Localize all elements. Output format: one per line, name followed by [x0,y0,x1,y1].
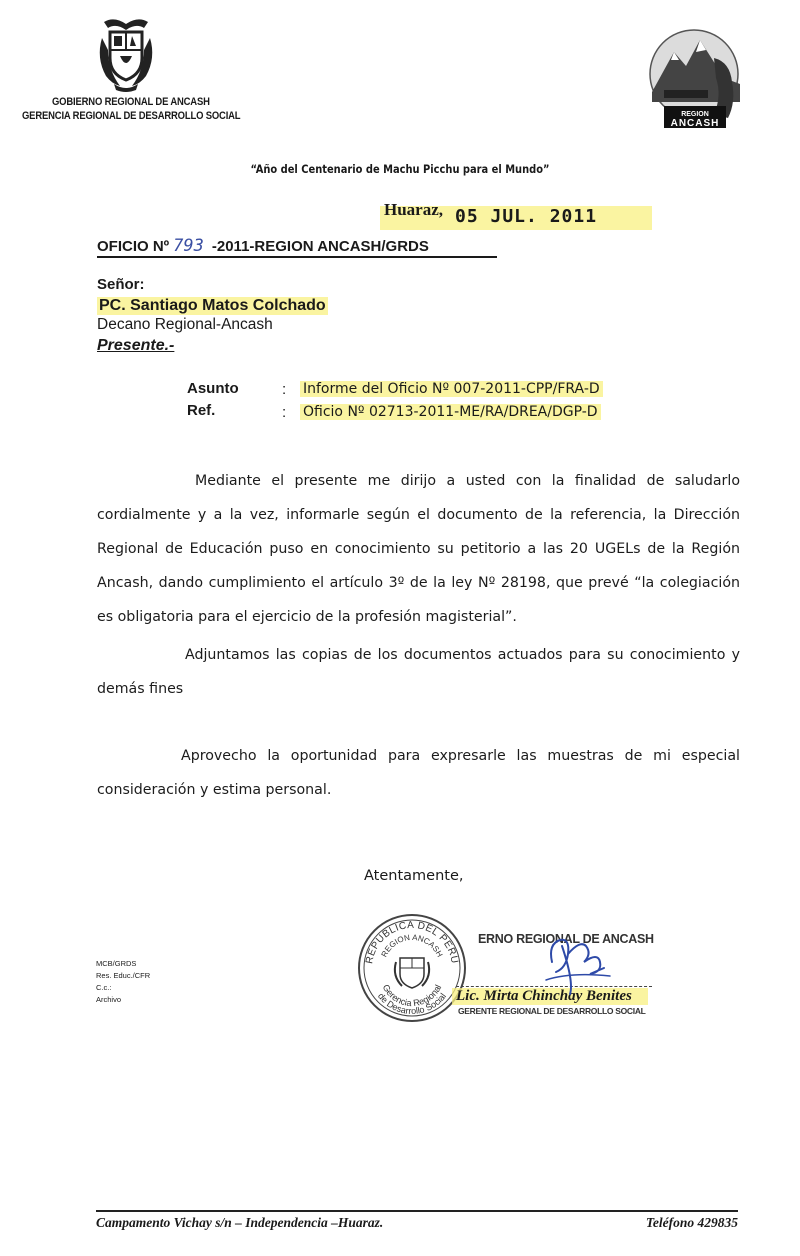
salutation: Señor: [97,276,145,293]
peru-coat-of-arms-icon [96,14,156,94]
reference-item: Archivo [96,995,122,1004]
body-paragraph-2-text: Adjuntamos las copias de los documentos actuados para su conocimiento y demás fines [97,647,740,697]
date-city: Huaraz, [384,200,444,219]
body-paragraph-1 [97,464,740,634]
closing: Atentamente, [364,868,464,884]
seal-ring-region: REGION ANCASH [379,932,445,959]
recipient-name: PC. Santiago Matos Colchado [99,297,326,314]
ref-colon: : [282,404,287,421]
ref-label: Ref. [187,402,216,419]
asunto-colon: : [282,381,287,398]
signer-name: Lic. Mirta Chinchay Benites [452,988,648,1005]
asunto-label: Asunto [187,380,239,397]
body-paragraph-3-text: Aprovecho la oportunidad para expresarle las muestras de mi especial consideración y estima personal. [97,748,740,798]
footer-phone: Teléfono 429835 [645,1215,738,1230]
region-logo-text-2: ANCASH [670,118,720,129]
body-paragraph-2 [97,638,740,706]
body-paragraph-1-text: Mediante el presente me dirijo a usted con la finalidad de saludarlo cordialmente y a la vez, informarle según el documento de la referencia, la Dirección Regional de Educación puso en conocimiento su petitorio a las 20 UGELs de la Región Ancash, dando cumplimiento el artículo 3º de la ley Nº 28198, que prevé “la colegiación es obligatoria para el ejercicio de la profesión magisterial”. [97,473,740,625]
region-logo-text-1: REGION [681,111,709,118]
stamp-heading: ERNO REGIONAL DE ANCASH [478,932,654,946]
region-ancash-logo-icon [644,22,748,134]
reference-item: Res. Educ./CFR [96,971,151,980]
signer-title: GERENTE REGIONAL DE DESARROLLO SOCIAL [458,1006,646,1016]
seal-inner-line-2: de Desarrollo Social [375,991,449,1017]
motto: “Año del Centenario de Machu Picchu para el Mundo” [250,162,550,176]
date-stamp: 05 JUL. 2011 [455,206,598,227]
footer-address: Campamento Vichay s/n – Independencia –Huaraz. [96,1215,384,1230]
seal-inner-line-1: Gerencia Regional [380,982,444,1009]
seal-ring-top: REPUBLICA DEL PERU [364,919,460,965]
handwritten-signature-icon [540,932,616,1002]
oficio-prefix: OFICIO Nº [97,238,170,255]
oficio-suffix: -2011-REGION ANCASH/GRDS [211,238,429,255]
recipient-title: Decano Regional-Ancash [97,316,273,333]
official-round-seal-icon [356,912,468,1024]
reference-item: MCB/GRDS [96,959,137,968]
org-line-2: GERENCIA REGIONAL DE DESARROLLO SOCIAL [22,110,241,122]
reference-list [96,958,150,1006]
oficio-line [97,236,429,256]
body-paragraph-3 [97,739,740,807]
presente: Presente.- [97,337,175,354]
oficio-number: 793 [173,236,204,256]
asunto-value: Informe del Oficio Nº 007-2011-CPP/FRA-D [300,381,603,397]
footer-rule [96,1210,738,1212]
ref-value: Oficio Nº 02713-2011-ME/RA/DREA/DGP-D [300,404,601,420]
org-line-1: GOBIERNO REGIONAL DE ANCASH [52,96,210,108]
oficio-underline [97,256,497,258]
reference-item: C.c.: [96,983,112,992]
